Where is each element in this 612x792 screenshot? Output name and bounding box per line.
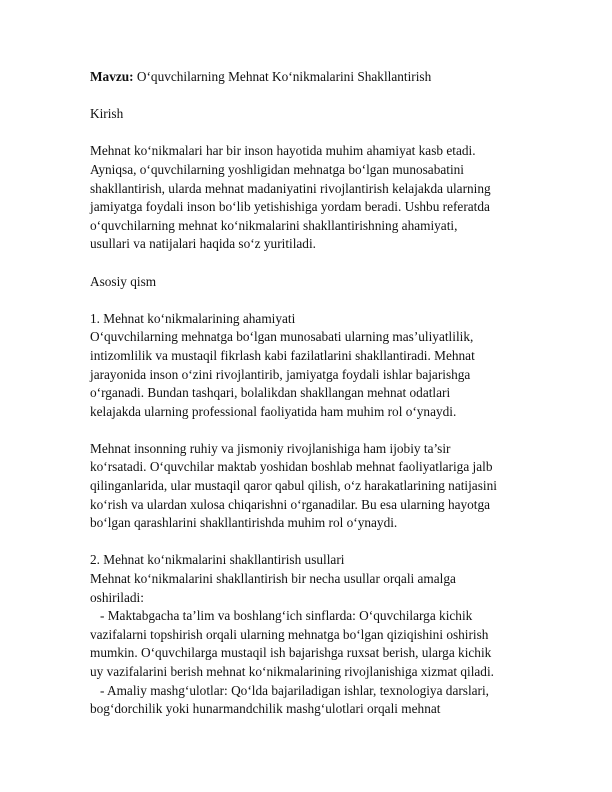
text-line: uy vazifalarini berish mehnat ko‘nikmalarining rivojlanishiga xizmat qiladi. [90, 664, 494, 679]
text-line: o‘quvchilarning mehnat ko‘nikmalarini shakllantirishning ahamiyati, [90, 217, 458, 233]
text-line: - Amaliy mashg‘ulotlar: Qo‘lda bajariladigan ishlar, texnologiya darslari, [90, 682, 490, 698]
spacer [90, 291, 530, 310]
text-line: Mehnat ko‘nikmalari har bir inson hayotida muhim ahamiyat kasb etadi. [90, 143, 476, 159]
text-line: bo‘lgan qarashlarini shakllantirishda muhim rol o‘ynaydi. [90, 515, 398, 531]
main-heading: Asosiy qism [90, 273, 157, 289]
text-line: shakllantirish, ularda mehnat madaniyatini rivojlantirish kelajakda ularning [90, 180, 491, 196]
section1-paragraph-2 [90, 440, 530, 533]
text-line: - Maktabgacha ta’lim va boshlang‘ich sinflarda: O‘quvchilarga kichik [90, 608, 473, 624]
text-line: Mehnat ko‘nikmalarini shakllantirish bir necha usullar orqali amalga [90, 571, 456, 587]
text-line: ko‘rish va ulardan xulosa chiqarishni o‘rganadilar. Bu esa ularning hayotga [90, 496, 491, 512]
text-line: qilinganlarida, ular mustaqil qaror qabul qilish, o‘z harakatlarining natijasini [90, 478, 497, 494]
text-line: usullari va natijalari haqida so‘z yuritiladi. [90, 236, 316, 252]
text-line: kelajakda ularning professional faoliyatida ham muhim rol o‘ynaydi. [90, 403, 457, 419]
text-line: intizomlilik va mustaqil fikrlash kabi fazilatlarini shakllantiradi. Mehnat [90, 347, 475, 363]
text-line: vazifalarni topshirish orqali ularning mehnatga bo‘lgan qiziqishini oshirish [90, 626, 489, 642]
title-label: Mavzu: [90, 69, 134, 84]
text-line: jarayonida inson o‘zini rivojlantirib, jamiyatga foydali ishlar bajarishga [90, 366, 471, 382]
text-line: bog‘dorchilik yoki hunarmandchilik mashg‘ulotlari orqali mehnat [90, 701, 441, 717]
intro-heading: Kirish [90, 106, 124, 122]
document-title [90, 68, 530, 87]
section2-paragraph [90, 570, 530, 719]
spacer [90, 254, 530, 273]
spacer [90, 124, 530, 143]
spacer [90, 421, 530, 440]
document-body [90, 68, 530, 719]
text-line: ko‘rsatadi. O‘quvchilar maktab yoshidan boshlab mehnat faoliyatlariga jalb [90, 459, 493, 475]
section1-heading: 1. Mehnat ko‘nikmalarining ahamiyati [90, 310, 296, 326]
spacer [90, 533, 530, 552]
text-line: Ayniqsa, o‘quvchilarning yoshligidan mehnatga bo‘lgan munosabatini [90, 161, 464, 177]
text-line: jamiyatga foydali inson bo‘lib yetishishiga yordam beradi. Ushbu referatda [90, 199, 490, 215]
section1-paragraph-1 [90, 328, 530, 421]
intro-paragraph [90, 142, 530, 254]
text-line: oshiriladi: [90, 589, 144, 605]
title-text: O‘quvchilarning Mehnat Ko‘nikmalarini Shakllantirish [133, 69, 432, 84]
text-line: Mehnat insonning ruhiy va jismoniy rivojlanishiga ham ijobiy ta’sir [90, 440, 451, 456]
spacer [90, 87, 530, 106]
text-line: O‘quvchilarning mehnatga bo‘lgan munosabati ularning mas’uliyatlilik, [90, 329, 474, 345]
text-line: mumkin. O‘quvchilarga mustaqil ish bajarishga ruxsat berish, ularga kichik [90, 645, 492, 661]
text-line: o‘rganadi. Bundan tashqari, bolalikdan shakllangan mehnat odatlari [90, 385, 451, 401]
section2-heading: 2. Mehnat ko‘nikmalarini shakllantirish usullari [90, 552, 345, 568]
